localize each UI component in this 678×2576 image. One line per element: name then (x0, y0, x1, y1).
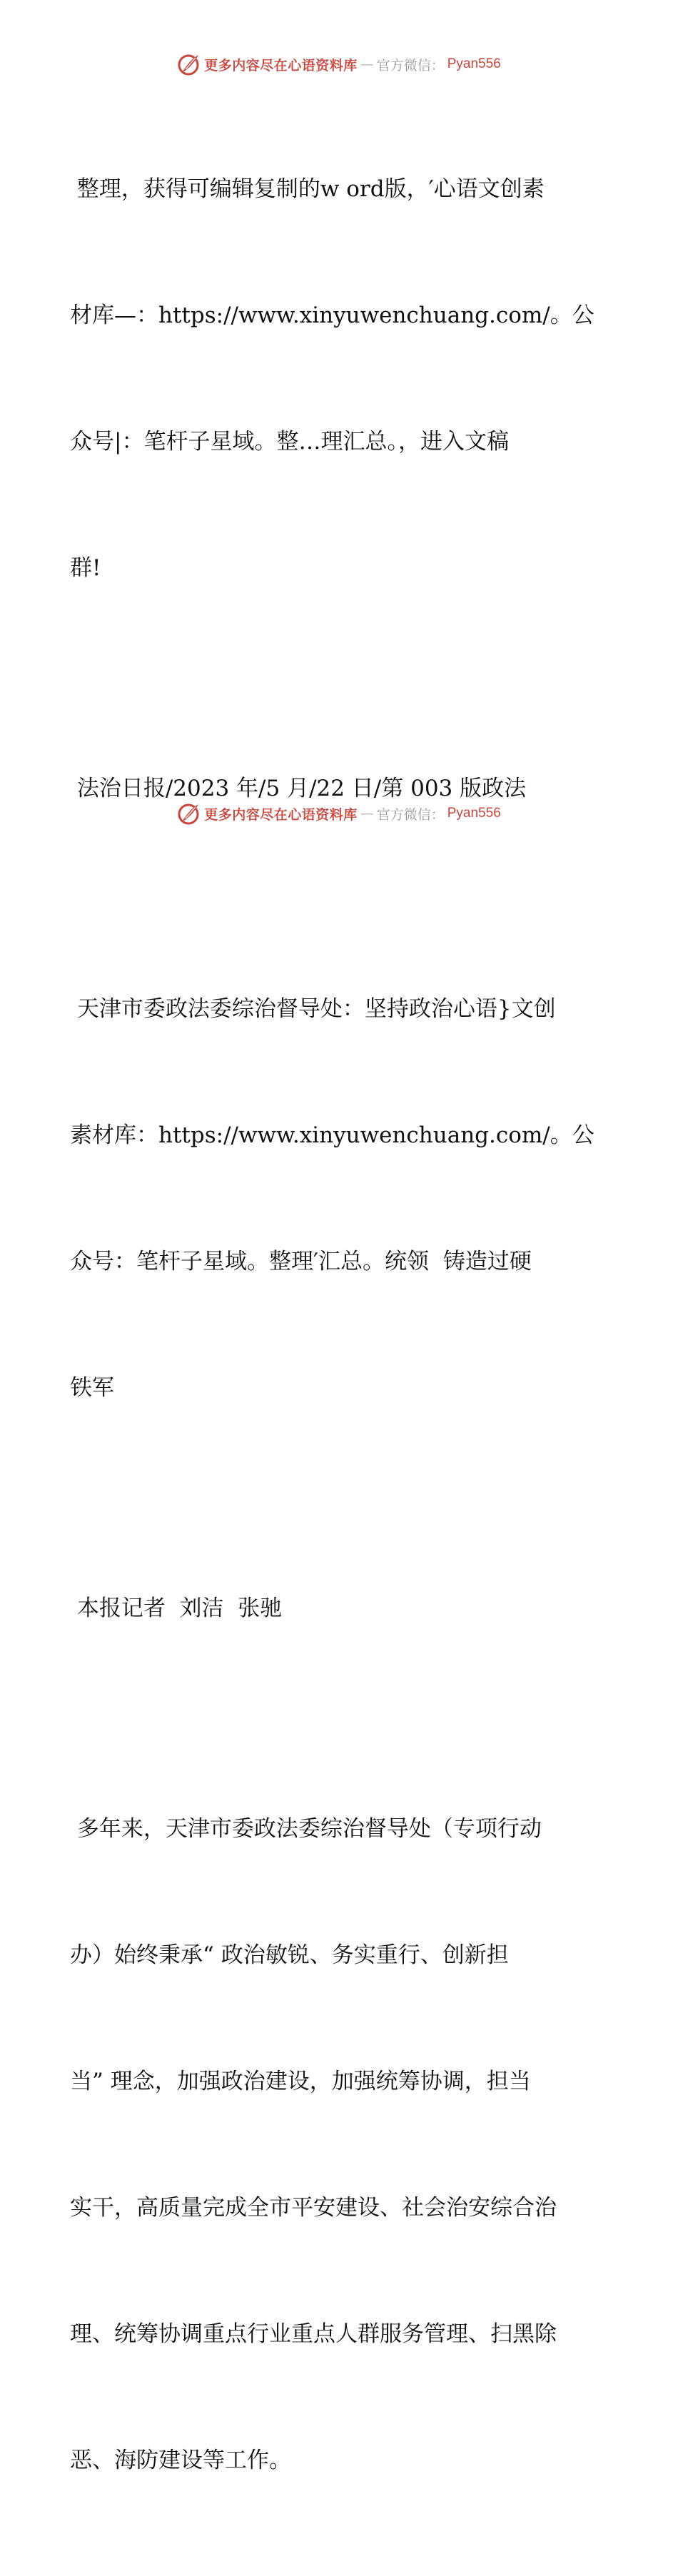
body-paragraph (70, 1724, 612, 2566)
intro-paragraph (70, 84, 612, 674)
feather-circle-logo-icon (177, 801, 201, 826)
footer-watermark (0, 799, 678, 828)
watermark-site-text: 更多内容尽在心语资料库 (204, 57, 358, 73)
text-line: 群! (70, 555, 101, 581)
text-line: 实干，高质量完成全市平安建设、社会治安综合治 (70, 2195, 557, 2221)
text-line: 整理，获得可编辑复制的w ord版，′心语文创素 (70, 176, 545, 202)
header-watermark (0, 50, 678, 78)
source-line-paragraph (70, 684, 612, 894)
watermark-wechat-label: 官方微信： (376, 57, 445, 73)
watermark-site-text: 更多内容尽在心语资料库 (204, 806, 358, 823)
text-line: 众号|：笔杆子星域。整…理汇总。，进入文稿 (70, 429, 509, 455)
text-line: 本报记者 刘洁 张驰 (70, 1596, 283, 1621)
text-line: 当” 理念，加强政治建设，加强统筹协调，担当 (70, 2069, 531, 2094)
document-body (70, 84, 612, 2576)
text-line: 恶、海防建设等工作。 (70, 2448, 291, 2473)
watermark-wechat-id: Pyan556 (447, 56, 501, 71)
watermark-separator: — (360, 56, 374, 72)
text-line: 素材库：https://www.xinyuwenchuang.com/。公 (70, 1122, 594, 1148)
text-line: 办）始终秉承“ 政治敏锐、务实重行、创新担 (70, 1942, 509, 1968)
watermark-wechat-label: 官方微信： (376, 806, 445, 823)
text-line: 法治日报/2023 年/5 月/22 日/第 003 版政法 (70, 776, 527, 801)
text-line: 众号：笔杆子星域。整理′汇总。统领 铸造过硬 (70, 1249, 532, 1274)
text-line: 铁军 (70, 1375, 114, 1401)
feather-circle-logo-icon (177, 52, 201, 76)
watermark-separator: — (360, 806, 374, 821)
text-line: 材库—：https://www.xinyuwenchuang.com/。公 (70, 303, 594, 328)
article-title-paragraph (70, 904, 612, 1494)
watermark-wechat-id: Pyan556 (447, 806, 501, 821)
byline-paragraph (70, 1503, 612, 1714)
text-line: 天津市委政法委综治督导处：坚持政治心语}文创 (70, 996, 556, 1022)
text-line: 多年来，天津市委政法委综治督导处（专项行动 (70, 1816, 542, 1842)
text-line: 理、统筹协调重点行业重点人群服务管理、扫黑除 (70, 2321, 557, 2347)
